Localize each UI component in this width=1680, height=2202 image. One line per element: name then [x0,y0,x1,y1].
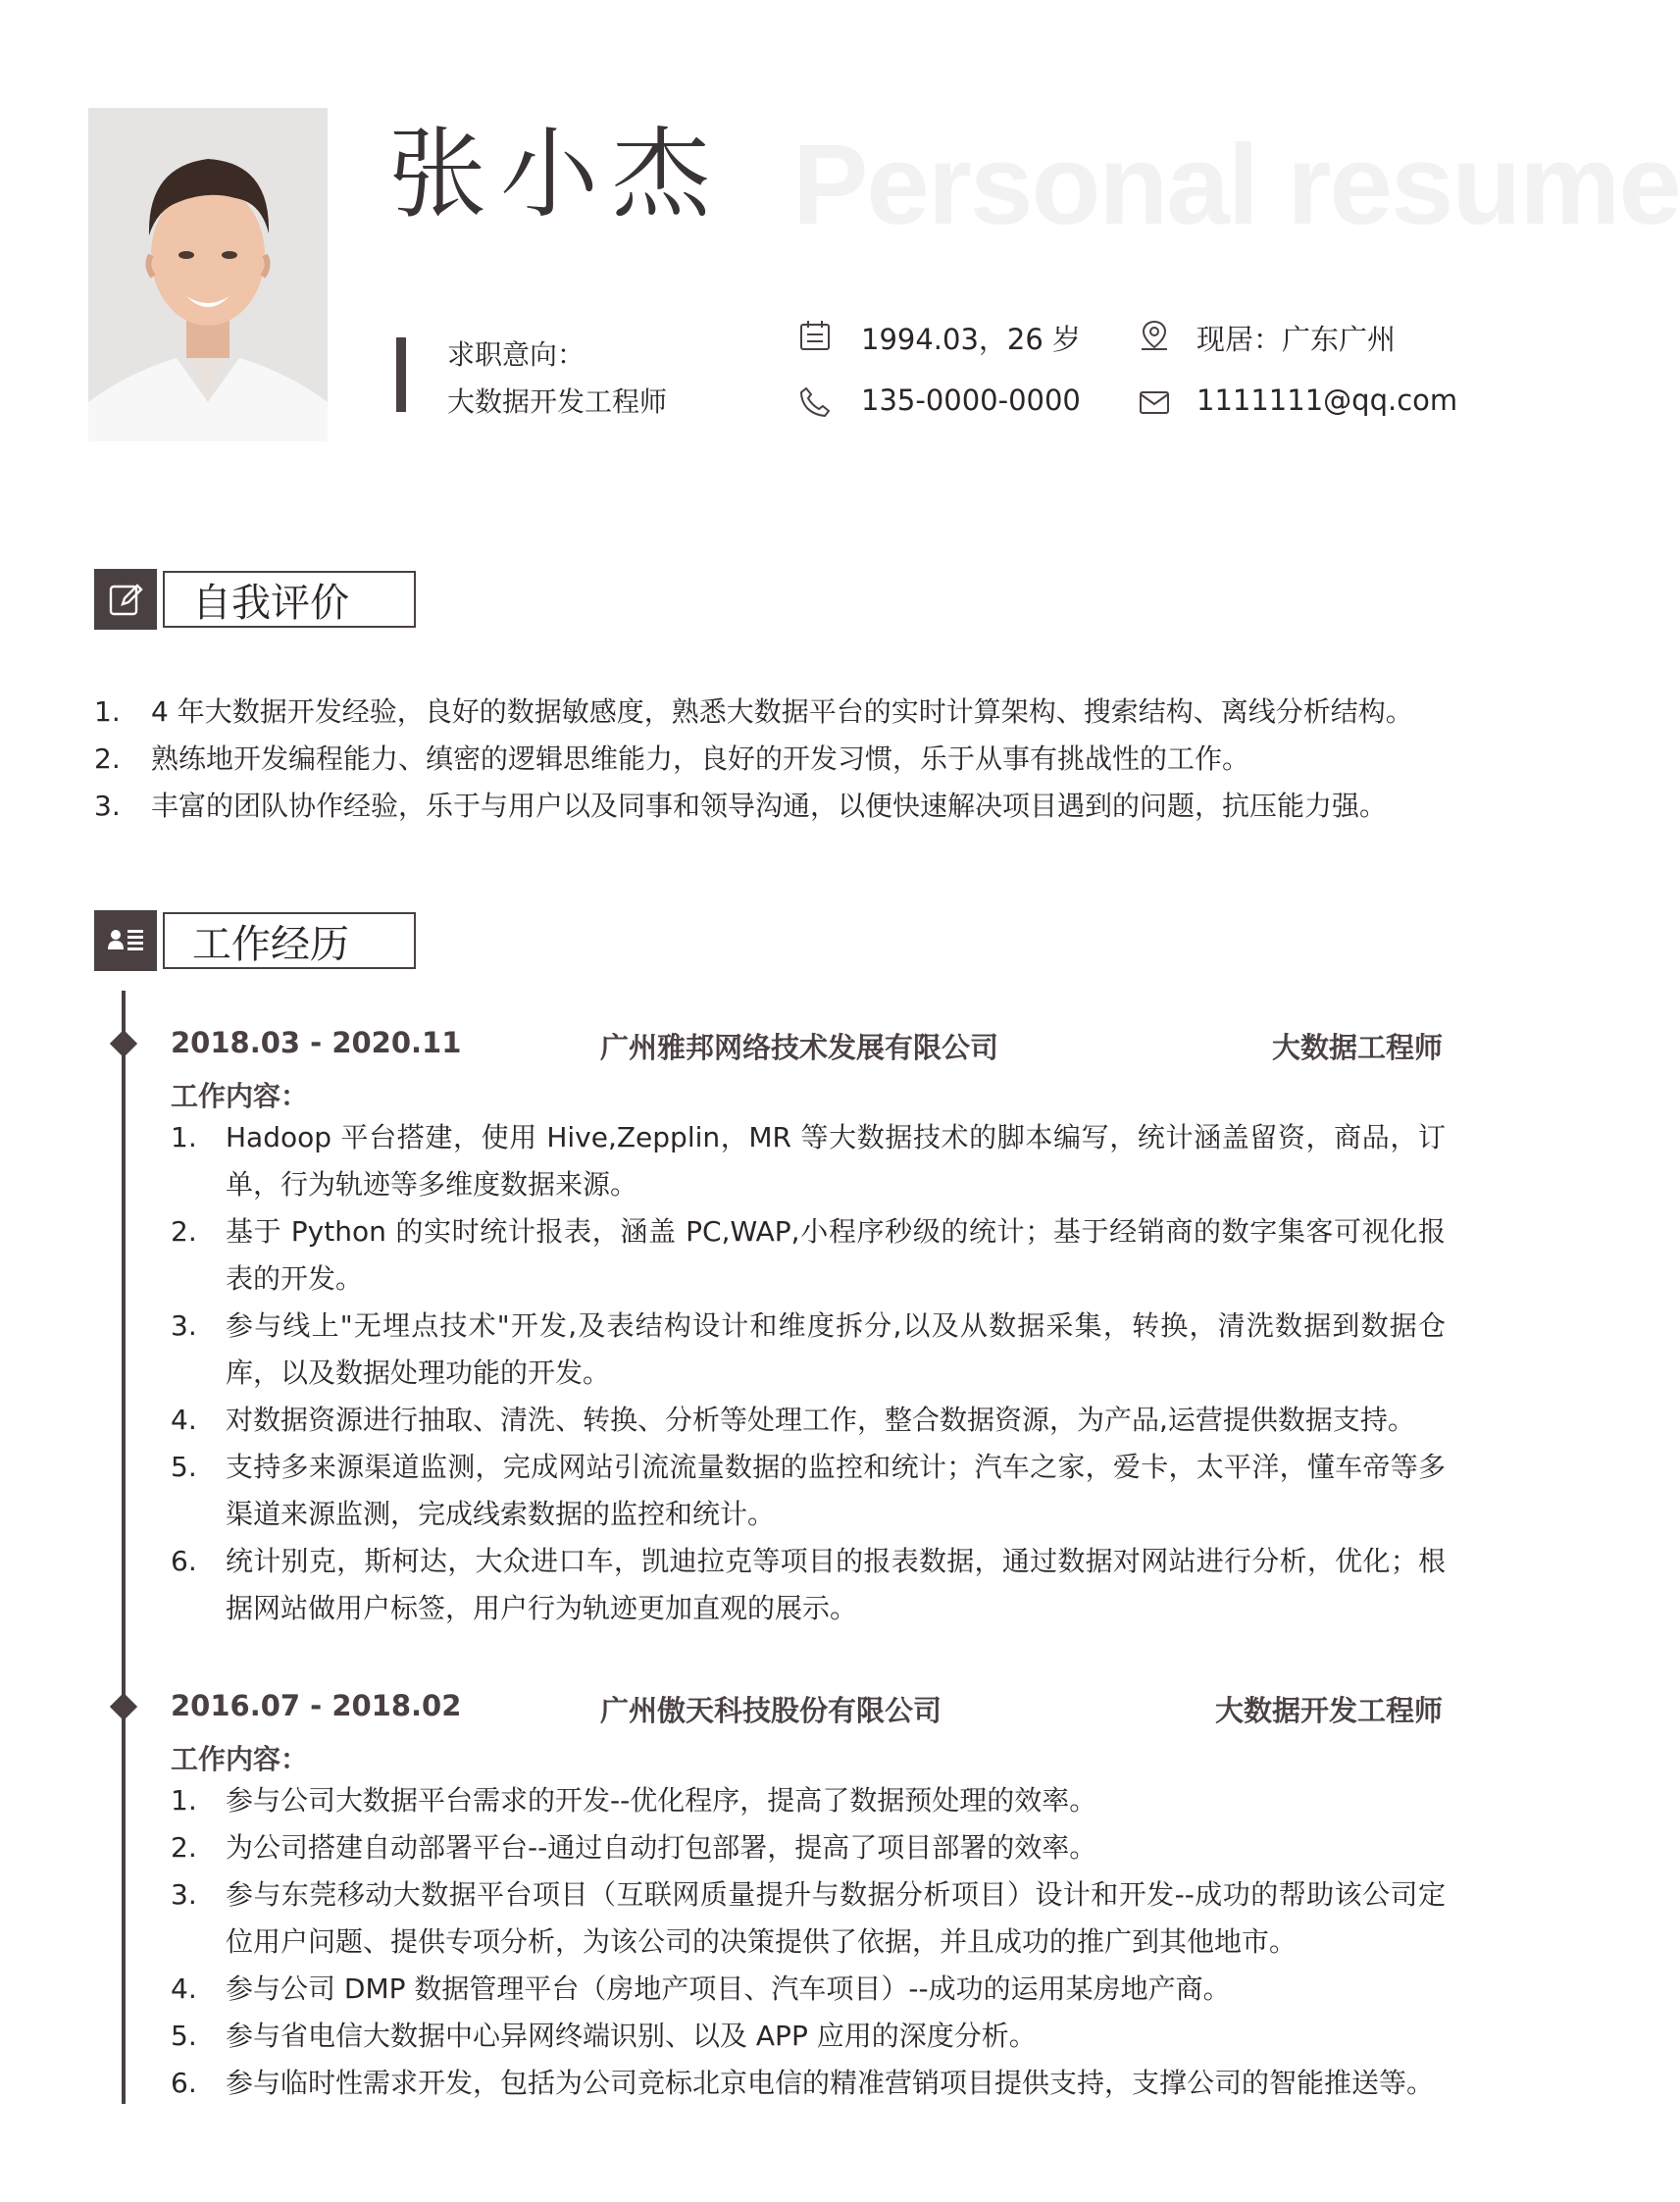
list-item-text: 统计别克，斯柯达，大众进口车，凯迪拉克等项目的报表数据，通过数据对网站进行分析，优化；根据网站做用户标签，用户行为轨迹更加直观的展示。 [226,1545,1446,1624]
list-item-text: 对数据资源进行抽取、清洗、转换、分析等处理工作，整合数据资源，为产品,运营提供数据支持。 [226,1404,1415,1436]
job-role: 大数据开发工程师 [1214,1694,1443,1727]
list-item-text: 支持多来源渠道监测，完成网站引流流量数据的监控和统计；汽车之家，爱卡，太平洋，懂车帝等多渠道来源监测，完成线索数据的监控和统计。 [226,1451,1446,1530]
avatar-photo [88,108,328,441]
list-item [171,1777,1446,1824]
list-item-number: 2. [171,1215,197,1248]
section-title-self-eval: 自我评价 [163,571,416,628]
list-item-text: 参与临时性需求开发，包括为公司竞标北京电信的精准营销项目提供支持，支撑公司的智能推送等。 [226,2067,1435,2099]
job-intention-label: 求职意向： [447,338,585,371]
mail-icon [1138,385,1171,419]
location-info: 现居：广东广州 [1196,323,1397,356]
list-item [171,1824,1446,1871]
list-item [94,691,1413,730]
job-period: 2016.07 - 2018.02 [171,1689,462,1722]
list-item [171,1208,1446,1303]
list-item-text: 参与东莞移动大数据平台项目（互联网质量提升与数据分析项目）设计和开发--成功的帮助该公司定位用户问题、提供专项分析，为该公司的决策提供了依据，并且成功的推广到其他地市。 [226,1878,1446,1958]
list-item [171,2013,1446,2060]
list-item-text: 参与省电信大数据中心异网终端识别、以及 APP 应用的深度分析。 [226,2020,1037,2052]
list-item [171,1303,1446,1397]
list-item-number: 2. [171,1831,197,1864]
phone-icon [798,385,832,419]
job-company: 广州雅邦网络技术发展有限公司 [600,1031,999,1064]
watermark-text: Personal resume [792,121,1680,248]
job-role: 大数据工程师 [1271,1031,1443,1064]
timeline-marker [110,1693,137,1720]
list-item-number: 6. [171,1545,197,1577]
location-icon [1138,319,1171,352]
id-card-icon [94,910,157,971]
candidate-name: 张小杰 [388,117,724,231]
list-item-text: 参与线上"无埋点技术"开发,及表结构设计和维度拆分,以及从数据采集，转换，清洗数据到数据仓库，以及数据处理功能的开发。 [226,1309,1446,1389]
list-item [94,785,1387,824]
list-item-number: 5. [171,1451,197,1483]
email-info: 1111111@qq.com [1196,384,1458,417]
job-period: 2018.03 - 2020.11 [171,1026,462,1059]
list-item-number: 2. [94,743,121,775]
job-content-label: 工作内容： [171,1743,309,1775]
list-item-text: 参与公司大数据平台需求的开发--优化程序，提高了数据预处理的效率。 [226,1784,1097,1817]
timeline-line [122,991,126,2104]
list-item-number: 3. [94,790,121,822]
birth-info: 1994.03，26 岁 [861,323,1082,356]
list-item-number: 5. [171,2020,197,2052]
timeline-marker [110,1030,137,1057]
list-item-number: 3. [171,1309,197,1342]
job-company: 广州傲天科技股份有限公司 [600,1694,942,1727]
job-intention-value: 大数据开发工程师 [447,385,668,418]
list-item [171,1871,1446,1966]
list-item-text: 基于 Python 的实时统计报表，涵盖 PC,WAP,小程序秒级的统计；基于经销商的数字集客可视化报表的开发。 [226,1215,1446,1295]
section-title-work: 工作经历 [163,912,416,969]
list-item [171,1444,1446,1538]
list-item-number: 1. [94,695,121,728]
list-item-number: 4. [171,1404,197,1436]
list-item [94,738,1249,777]
list-item [171,1538,1446,1632]
list-item [171,1966,1446,2013]
list-item-text: 参与公司 DMP 数据管理平台（房地产项目、汽车项目）--成功的运用某房地产商。 [226,1972,1231,2005]
list-item-text: 为公司搭建自动部署平台--通过自动打包部署，提高了项目部署的效率。 [226,1831,1097,1864]
list-item-text: 丰富的团队协作经验，乐于与用户以及同事和领导沟通，以便快速解决项目遇到的问题，抗压能力强。 [151,790,1388,822]
list-item-text: 熟练地开发编程能力、缜密的逻辑思维能力，良好的开发习惯，乐于从事有挑战性的工作。 [151,743,1250,775]
list-item-number: 1. [171,1784,197,1817]
list-item-text: 4 年大数据开发经验，良好的数据敏感度，熟悉大数据平台的实时计算架构、搜索结构、离线分析结构。 [151,695,1413,728]
list-item [171,2060,1446,2107]
job-content-label: 工作内容： [171,1080,309,1112]
accent-bar [396,337,406,412]
edit-icon [94,569,157,630]
list-item-number: 6. [171,2067,197,2099]
list-item-text: Hadoop 平台搭建，使用 Hive,Zepplin，MR 等大数据技术的脚本编写，统计涵盖留资，商品，订单，行为轨迹等多维度数据来源。 [226,1121,1446,1201]
list-item [171,1114,1446,1208]
list-item [171,1397,1446,1444]
list-item-number: 4. [171,1972,197,2005]
calendar-icon [798,319,832,352]
list-item-number: 1. [171,1121,197,1153]
phone-info: 135-0000-0000 [861,384,1081,417]
list-item-number: 3. [171,1878,197,1911]
